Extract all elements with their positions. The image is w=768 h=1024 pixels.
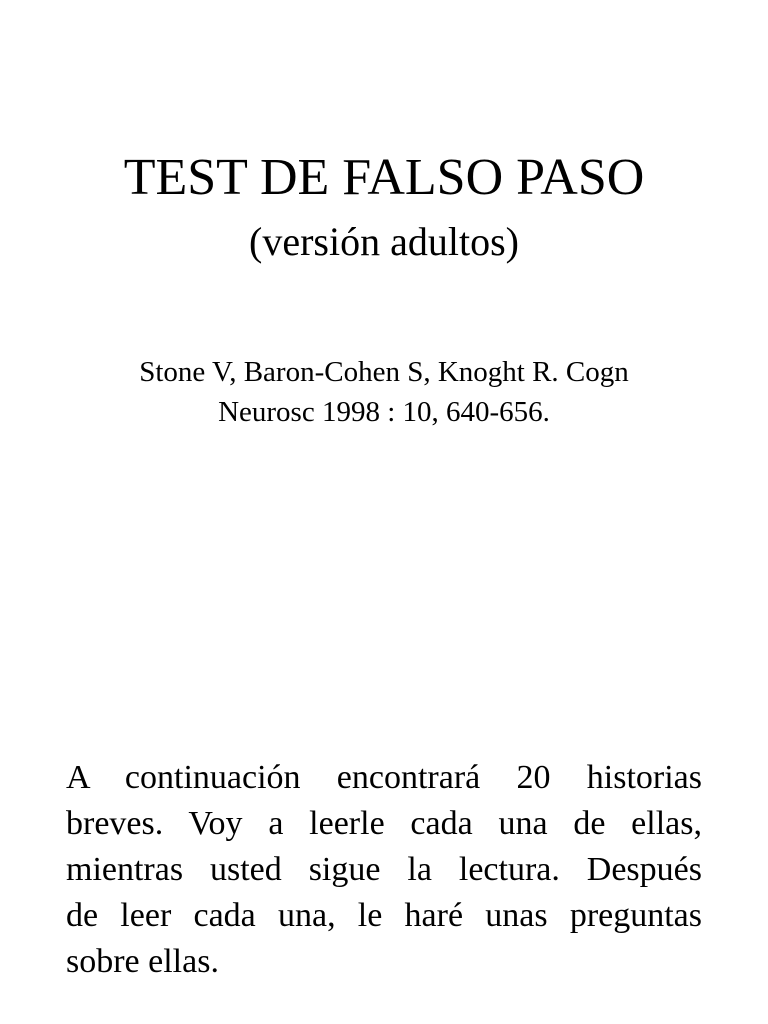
intro-line: mientras usted sigue la lectura. Después xyxy=(66,851,702,888)
intro-line: A continuación encontrará 20 historias xyxy=(66,759,702,796)
page-title: TEST DE FALSO PASO xyxy=(123,149,645,206)
intro-paragraph xyxy=(66,755,702,985)
intro-line: de leer cada una, le haré unas preguntas xyxy=(66,897,702,934)
intro-line: sobre ellas. xyxy=(66,943,219,980)
citation xyxy=(60,352,708,432)
page-subtitle: (versión adultos) xyxy=(249,219,519,264)
intro-line: breves. Voy a leerle cada una de ellas, xyxy=(66,805,702,842)
citation-line: Stone V, Baron-Cohen S, Knoght R. Cogn xyxy=(139,356,629,388)
citation-line: Neurosc 1998 : 10, 640-656. xyxy=(218,396,550,428)
